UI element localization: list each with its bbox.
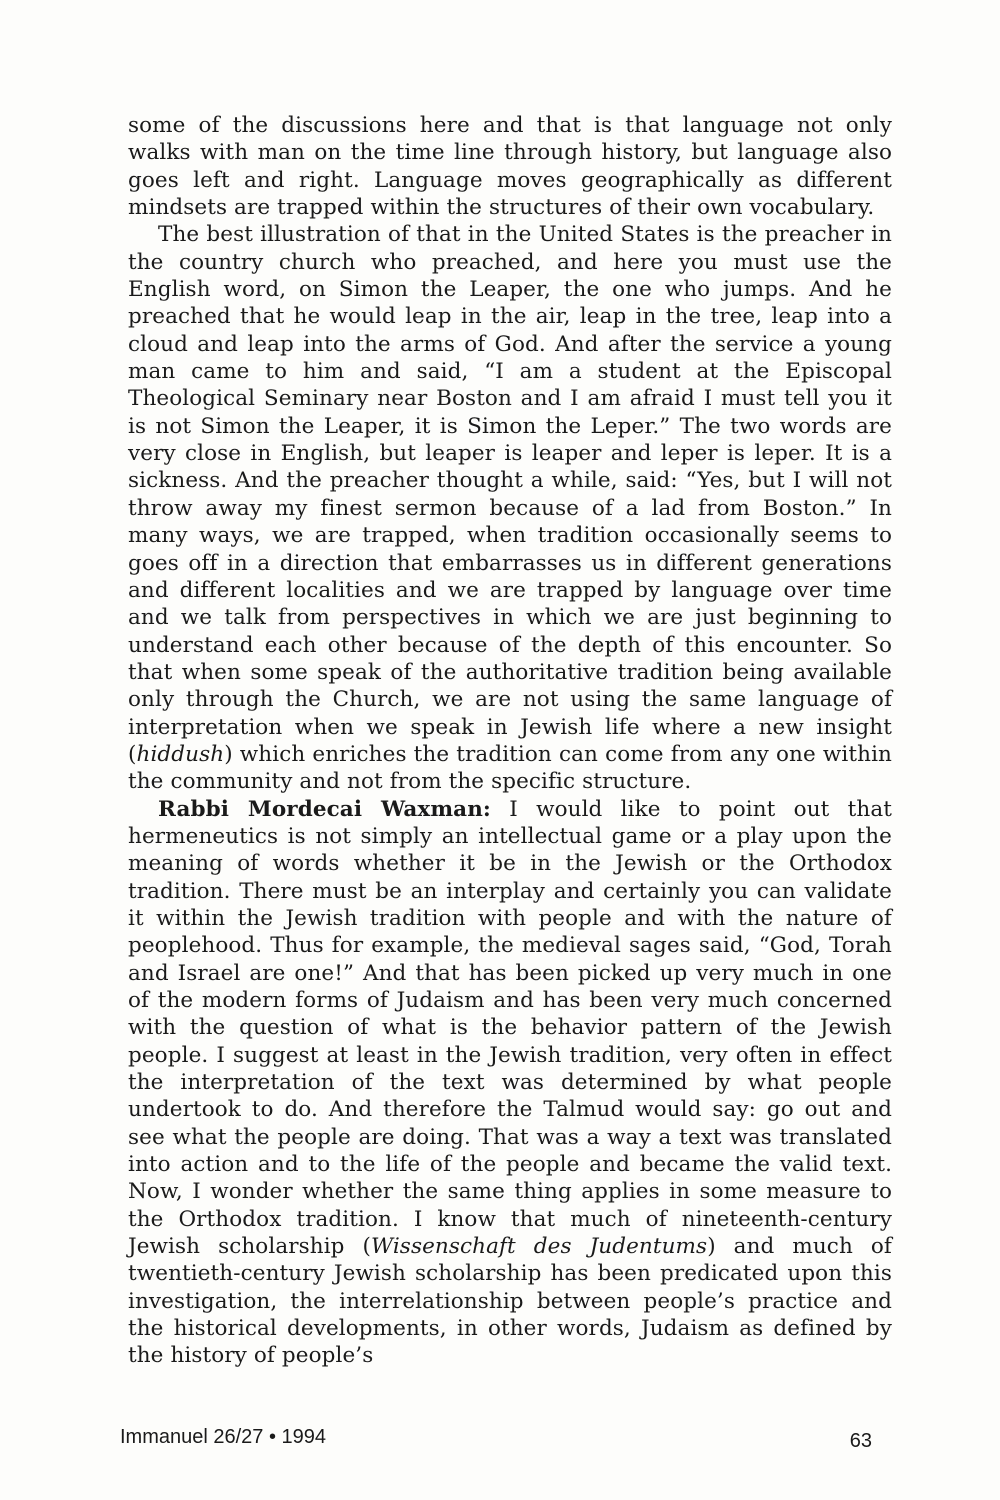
journal-citation: Immanuel 26/27 • 1994 — [120, 1426, 327, 1448]
german-term-wissenschaft: Wissenschaft des Judentums — [371, 1234, 708, 1260]
speaker-name: Rabbi Mordecai Waxman: — [158, 796, 491, 822]
paragraph-2 — [128, 221, 892, 795]
paragraph-text: The best illustration of that in the United States is the preacher in the country church who preached, and here you must use the English word, on Simon the Leaper, the one who jumps. And he preached that he would leap in the air, leap in the tree, leap into a cloud and leap into the arms of God. And after the service a young man came to him and said, “I am a student at the Episcopal Theological Seminary near Boston and I am afraid I must tell you it is not Simon the Leaper, it is Simon the Leper.” The two words are very close in English, but leaper is leaper and leper is leper. It is a sickness. And the preacher thought a while, said: “Yes, but I will not throw away my finest sermon because of a lad from Boston.” In many ways, we are trapped, when tradition occasionally seems to goes off in a direction that embarrasses us in different generations and different localities and we are trapped by language over time and we talk from perspectives in which we are just beginning to understand each other because of the depth of this encounter. So that when some speak of the authoritative tradition being available only through the Church, we are not using the same language of interpretation when we speak in Jewish life where a new insight ( — [128, 222, 892, 767]
paragraph-1 — [128, 112, 892, 221]
paragraph-3 — [128, 796, 892, 1370]
hebrew-term-hiddush: hiddush — [136, 741, 225, 767]
page-number: 63 — [849, 1430, 872, 1452]
paragraph-text: ) and much of twentieth-century Jewish scholarship has been predicated upon this investigation, the interrelationship between people’s practice and the historical developments, in other words, Judaism as defined by the history of people’s — [128, 1234, 892, 1369]
body-text — [128, 112, 892, 1370]
paragraph-text: some of the discussions here and that is that language not only walks with man on the time line through history, but language also goes left and right. Language moves geographically as different mindsets are trapped within the structures of their own vocabulary. — [128, 113, 892, 221]
paragraph-text: I would like to point out that hermeneutics is not simply an intellectual game or a play upon the meaning of words whether it be in the Jewish or the Orthodox tradition. There must be an interplay and certainly you can validate it within the Jewish tradition with people and with the nature of peoplehood. Thus for example, the medieval sages said, “God, Torah and Israel are one!” And that has been picked up very much in one of the modern forms of Judaism and has been very much concerned with the question of what is the behavior pattern of the Jewish people. I suggest at least in the Jewish tradition, very often in effect the interpretation of the text was determined by what people undertook to do. And therefore the Talmud would say: go out and see what the people are doing. That was a way a text was translated into action and to the life of the people and became the valid text. Now, I wonder whether the same thing applies in some measure to the Orthodox tradition. I know that much of nineteenth-century Jewish scholarship ( — [128, 796, 892, 1260]
paragraph-text: ) which enriches the tradition can come from any one within the community and not from the specific structure. — [128, 741, 892, 795]
